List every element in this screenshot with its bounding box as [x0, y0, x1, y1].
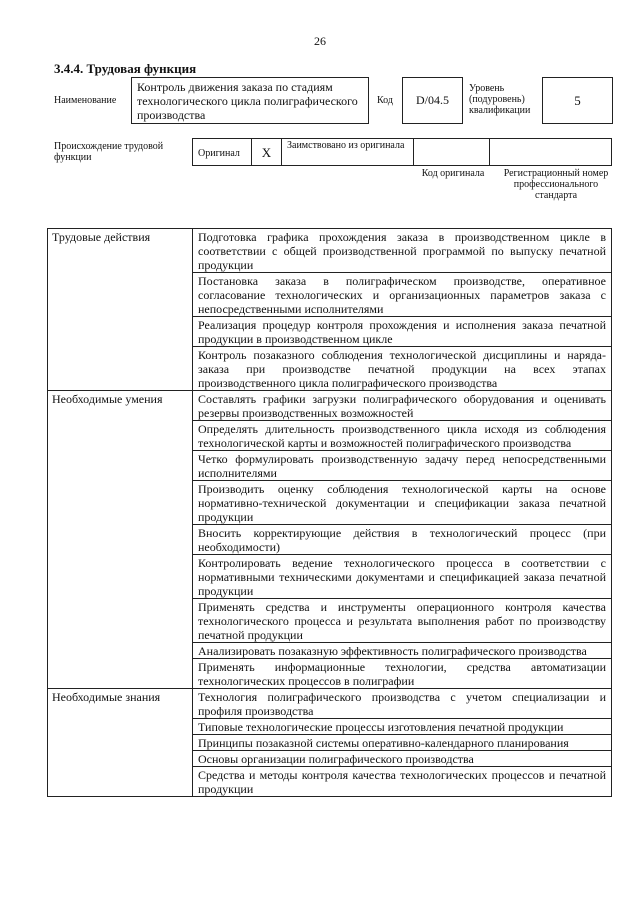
section-header: Необходимые умения	[48, 391, 193, 689]
list-item: Реализация процедур контроля прохождения и исполнения заказа печатной продукции в производственном цикле	[193, 317, 612, 347]
list-item: Составлять графики загрузки полиграфического оборудования и оценивать резервы производственных возможностей	[193, 391, 612, 421]
name-label: Наименование	[54, 95, 117, 106]
page-number: 26	[314, 34, 326, 48]
list-item: Контроль позаказного соблюдения технологической дисциплины и наряда-заказа при производстве печатной продукции на всех этапах производственного цикла полиграфического производства	[193, 347, 612, 391]
list-item: Основы организации полиграфического производства	[193, 751, 612, 767]
list-item: Вносить корректирующие действия в технологический процесс (при необходимости)	[193, 525, 612, 555]
table-row	[48, 229, 612, 273]
list-item: Средства и методы контроля качества технологических процессов и печатной продукции	[193, 767, 612, 797]
list-item: Анализировать позаказную эффективность полиграфического производства	[193, 643, 612, 659]
list-item: Контролировать ведение технологического процесса в соответствии с нормативными техническими документами и спецификацией заказа печатной продукции	[193, 555, 612, 599]
name-value: Контроль движения заказа по стадиям технологического цикла полиграфического производства	[131, 77, 369, 124]
level-value: 5	[542, 77, 613, 124]
list-item: Определять длительность производственного цикла исходя из соблюдения технологической карты и возможностей полиграфического производства	[193, 421, 612, 451]
list-item: Типовые технологические процессы изготовления печатной продукции	[193, 719, 612, 735]
code-original-caption: Код оригинала	[421, 168, 485, 179]
table-row	[48, 391, 612, 421]
origin-code-cell	[414, 139, 490, 165]
list-item: Технология полиграфического производства с учетом специализации и профиля производства	[193, 689, 612, 719]
original-label-cell	[192, 139, 252, 165]
code-label: Код	[377, 95, 393, 106]
section-title: 3.4.4. Трудовая функция	[54, 61, 197, 76]
list-item: Производить оценку соблюдения технологической карты на основе нормативно-технической документации и спецификации заказа печатной продукции	[193, 481, 612, 525]
code-value: D/04.5	[402, 77, 463, 124]
list-item: Принципы позаказной системы оперативно-календарного планирования	[193, 735, 612, 751]
list-item: Постановка заказа в полиграфическом производстве, оперативное согласование технологических и организационных параметров заказа с непосредственными исполнителями	[193, 273, 612, 317]
list-item: Четко формулировать производственную задачу перед непосредственными исполнителями	[193, 451, 612, 481]
origin-label: Происхождение трудовой функции	[54, 141, 164, 163]
origin-row	[192, 138, 612, 166]
section-header: Необходимые знания	[48, 689, 193, 797]
level-label: Уровень (подуровень) квалификации	[469, 83, 531, 116]
list-item: Подготовка графика прохождения заказа в производственном цикле в соответствии с общей производственной программой по выпуску печатной продукции	[193, 229, 612, 273]
origin-reg-cell	[490, 139, 612, 165]
list-item: Применять информационные технологии, средства автоматизации технологических процессов в полиграфии	[193, 659, 612, 689]
borrowed-label: Заимствовано из оригинала	[282, 139, 414, 165]
section-header: Трудовые действия	[48, 229, 193, 391]
reg-number-caption: Регистрационный номер профессионального стандарта	[503, 168, 609, 201]
list-item: Применять средства и инструменты операционного контроля качества технологического процесса и результата выполнения работ по производству печатной продукции	[193, 599, 612, 643]
table-row	[48, 689, 612, 719]
original-mark: X	[252, 139, 282, 165]
original-label: Оригинал	[198, 148, 240, 159]
function-table	[47, 228, 612, 797]
